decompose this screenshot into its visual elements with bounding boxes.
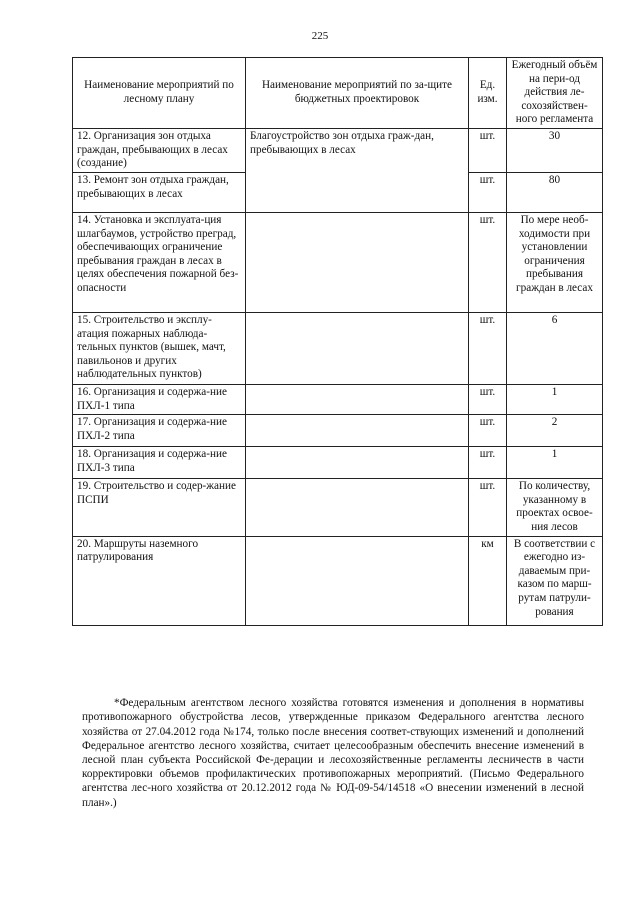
header-forest-plan: Наименование мероприятий по лесному плану [73,58,246,129]
row-name: 20. Маршруты наземного патрулирования [73,536,246,625]
header-unit: Ед. изм. [469,58,507,129]
row-budget [246,312,469,384]
row-name: 12. Организация зон отдыха граждан, пребывающих в лесах (создание) [73,128,246,172]
row-name: 18. Организация и содержа-ние ПХЛ-3 типа [73,447,246,479]
row-name: 14. Установка и эксплуата-ция шлагбаумов, устройство преград, обеспечивающих ограничение пребывания граждан в лесах в целях обеспечения пожарной без-опасности [73,212,246,312]
row-value: 1 [507,447,603,479]
row-value: 30 [507,128,603,172]
row-budget [246,447,469,479]
table-row [73,384,603,414]
row-budget-merged: Благоустройство зон отдыха граж-дан, пребывающих в лесах [246,128,469,212]
row-unit: шт. [469,212,507,312]
table-row [73,212,603,312]
row-unit: шт. [469,479,507,536]
page-number: 225 [311,30,329,42]
table-row [73,447,603,479]
row-unit: шт. [469,128,507,172]
row-value: 80 [507,172,603,212]
row-budget [246,536,469,625]
row-budget [246,212,469,312]
row-name: 16. Организация и содержа-ние ПХЛ-1 типа [73,384,246,414]
table-row [73,479,603,536]
row-value: По количеству, указанному в проектах освое-ния лесов [507,479,603,536]
header-annual-volume: Ежегодный объём на пери-од действия ле-сохозяйствен-ного регламента [507,58,603,129]
row-unit: шт. [469,384,507,414]
row-name: 13. Ремонт зон отдыха граждан, пребывающих в лесах [73,172,246,212]
table-row [73,415,603,447]
table-row [73,536,603,625]
row-name: 15. Строительство и эксплу-атация пожарных наблюда-тельных пунктов (вышек, мачт, павильонов и других наблюдательных пунктов) [73,312,246,384]
row-unit: шт. [469,172,507,212]
table-row [73,312,603,384]
row-unit: шт. [469,447,507,479]
forest-plan-table [72,57,603,626]
table-header-row [73,58,603,129]
row-name: 19. Строительство и содер-жание ПСПИ [73,479,246,536]
row-budget [246,384,469,414]
row-name: 17. Организация и содержа-ние ПХЛ-2 типа [73,415,246,447]
row-value: 6 [507,312,603,384]
footnote: *Федеральным агентством лесного хозяйства готовятся изменения и дополнения в нормативы противопожарного обустройства лесов, утвержденные приказом Федерального агентства лесного хозяйства от 27.04.2012 года №174, только после внесения соответ-ствующих изменений и дополнений Федеральное агентство лесного хозяйства, считает целесообразным обеспечить внесение изменений в лесной план субъекта Российской Фе-дерации и лесохозяйственные регламенты лесничеств в части корректировки объемов профилактических противопожарных мероприятий. (Письмо Федерального агентства лес-ного хозяйства от 20.12.2012 года № ЮД-09-54/14518 «О внесении изменений в лесной план».) [82,697,584,809]
row-value: 1 [507,384,603,414]
row-value: В соответствии с ежегодно из-даваемым при-казом по марш-рутам патрули-рования [507,536,603,625]
row-unit: шт. [469,312,507,384]
row-unit: км [469,536,507,625]
row-value: По мере необ-ходимости при установлении ограничения пребывания граждан в лесах [507,212,603,312]
table-row [73,128,603,172]
row-unit: шт. [469,415,507,447]
row-budget [246,415,469,447]
header-budget: Наименование мероприятий по за-щите бюджетных проектировок [246,58,469,129]
row-value: 2 [507,415,603,447]
row-budget [246,479,469,536]
